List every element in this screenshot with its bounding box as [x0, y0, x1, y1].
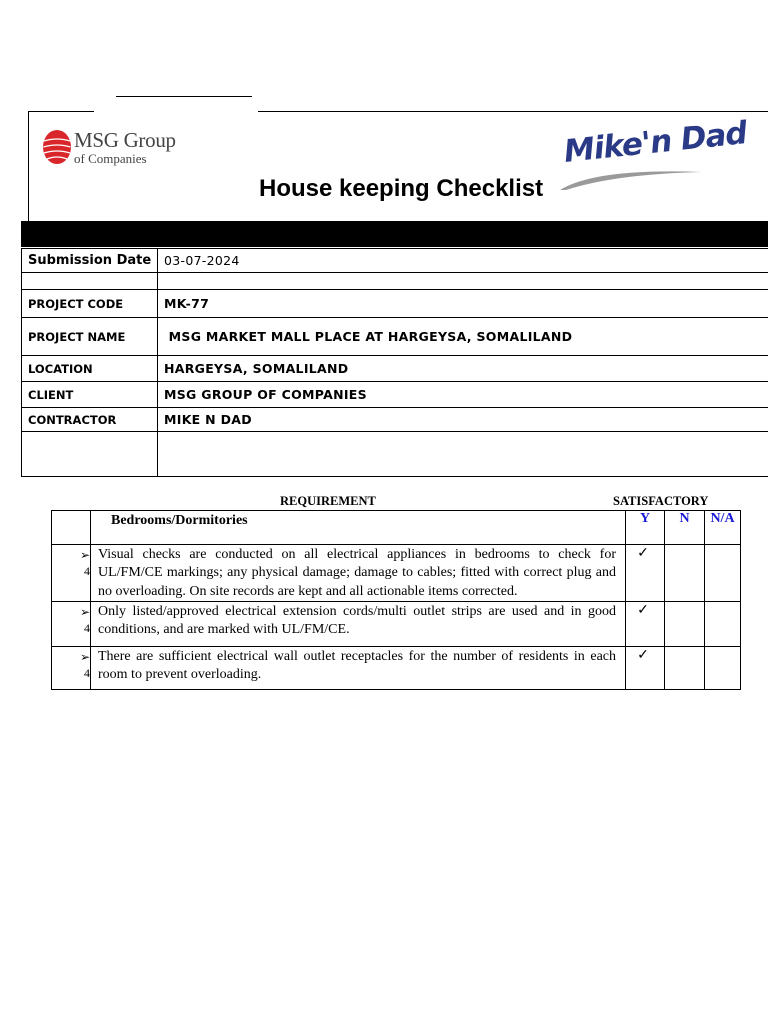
- row-marker: [80, 649, 90, 681]
- mike-logo-text: Mike'n Dad: [562, 115, 749, 170]
- row-number: 4: [84, 665, 90, 680]
- cell-n[interactable]: [665, 545, 705, 602]
- cell-n[interactable]: [665, 601, 705, 646]
- info-value: [158, 273, 768, 290]
- arrow-bullet-icon: ➢: [79, 548, 90, 562]
- msg-globe-icon: [42, 128, 72, 166]
- arrow-bullet-icon: ➢: [79, 604, 90, 619]
- info-value: MSG GROUP OF COMPANIES: [158, 382, 768, 408]
- requirement-text: Only listed/approved electrical extension cords/multi outlet strips are used and in good conditions, and are marked with UL/FM/CE.: [91, 601, 626, 646]
- marker-cell: [52, 601, 91, 646]
- cell-y[interactable]: [626, 601, 665, 646]
- row-number: 4: [84, 564, 90, 578]
- info-row-submission: [22, 249, 768, 273]
- info-row-project-code: [22, 290, 768, 318]
- requirement-heading: REQUIREMENT: [280, 494, 376, 508]
- requirement-text: There are sufficient electrical wall outlet receptacles for the number of residents in each room to prevent overloading.: [91, 646, 626, 689]
- column-na: N/A: [705, 511, 741, 545]
- info-row-contractor: [22, 408, 768, 432]
- info-row-spacer: [22, 273, 768, 290]
- msg-group-logo: [40, 126, 190, 172]
- info-label: CLIENT: [22, 382, 158, 408]
- checklist-row: [52, 545, 741, 602]
- satisfactory-heading: SATISFACTORY: [613, 494, 709, 508]
- cell-na[interactable]: [705, 646, 741, 689]
- checklist-row: [52, 601, 741, 646]
- header-frame-top: [28, 111, 94, 112]
- info-label: [22, 432, 158, 477]
- checklist-row: [52, 646, 741, 689]
- header-black-bar: [21, 221, 768, 247]
- info-value: MSG MARKET MALL PLACE AT HARGEYSA, SOMALILAND: [158, 318, 768, 356]
- arrow-bullet-icon: ➢: [79, 649, 90, 664]
- section-title: Bedrooms/Dormitories: [91, 511, 626, 545]
- info-value: 03-07-2024: [158, 249, 768, 273]
- info-row-blank: [22, 432, 768, 477]
- page-title: House keeping Checklist: [259, 175, 544, 202]
- info-label: PROJECT NAME: [22, 318, 158, 356]
- row-marker: [80, 547, 90, 579]
- marker-cell: [52, 511, 91, 545]
- info-label: [22, 273, 158, 290]
- mike-n-dad-logo: [556, 115, 749, 194]
- info-value: HARGEYSA, SOMALILAND: [158, 356, 768, 382]
- msg-logo-line2: of Companies: [74, 151, 147, 166]
- header-frame-left: [28, 111, 29, 223]
- checkmark-icon: ✓: [637, 546, 649, 561]
- checklist-table: [51, 510, 741, 690]
- column-n: N: [665, 511, 705, 545]
- marker-cell: [52, 646, 91, 689]
- swoosh-icon: [556, 162, 706, 192]
- checklist-header-row: [52, 511, 741, 545]
- column-y: Y: [626, 511, 665, 545]
- top-rule: [116, 96, 252, 97]
- requirement-text: Visual checks are conducted on all electrical appliances in bedrooms to check for UL/FM/CE markings; any physical damage; damage to cables; fitted with correct plug and no overloading. On site records are kept and all actionable items corrected.: [91, 545, 626, 602]
- info-row-project-name: [22, 318, 768, 356]
- info-label: CONTRACTOR: [22, 408, 158, 432]
- marker-cell: [52, 545, 91, 602]
- cell-na[interactable]: [705, 545, 741, 602]
- info-label: Submission Date: [22, 249, 158, 273]
- checkmark-icon: ✓: [637, 602, 649, 618]
- cell-y[interactable]: [626, 545, 665, 602]
- msg-logo-line1: MSG Group: [74, 128, 176, 152]
- row-number: 4: [84, 620, 90, 635]
- checkmark-icon: ✓: [637, 647, 649, 663]
- info-value: MIKE N DAD: [158, 408, 768, 432]
- info-label: PROJECT CODE: [22, 290, 158, 318]
- cell-y[interactable]: [626, 646, 665, 689]
- info-value: MK-77: [158, 290, 768, 318]
- info-label: LOCATION: [22, 356, 158, 382]
- info-value: [158, 432, 768, 477]
- row-marker: [80, 604, 90, 636]
- project-info-table: [21, 248, 768, 477]
- cell-n[interactable]: [665, 646, 705, 689]
- info-row-location: [22, 356, 768, 382]
- cell-na[interactable]: [705, 601, 741, 646]
- info-row-client: [22, 382, 768, 408]
- header-frame-top: [258, 111, 768, 112]
